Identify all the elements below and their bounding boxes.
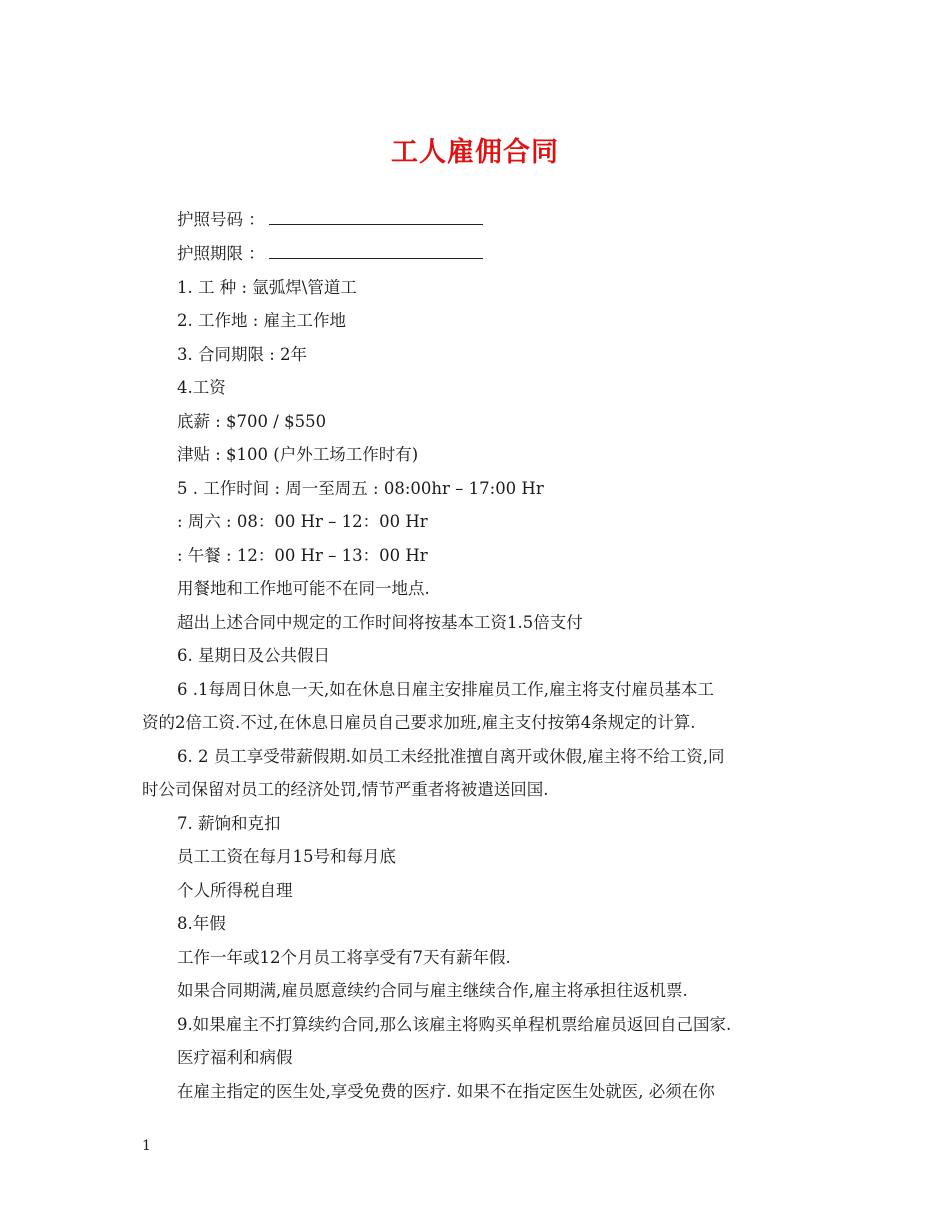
contract-line: 1. 工 种 : 氩弧焊\管道工 <box>177 278 357 297</box>
contract-line: 底薪 : $700 / $550 <box>177 412 327 431</box>
contract-line: 津贴 : $100 (户外工场工作时有) <box>177 445 419 464</box>
passport-expiry-blank <box>269 244 483 259</box>
contract-line: : 周六 : 08：00 Hr – 12：00 Hr <box>177 512 428 531</box>
passport-number-blank <box>269 210 483 225</box>
contract-line: 6 .1每周日休息一天,如在休息日雇主安排雇员工作,雇主将支付雇员基本工 <box>177 680 714 699</box>
contract-line: 时公司保留对员工的经济处罚,情节严重者将被遣送回国. <box>142 780 549 799</box>
contract-line: 员工工资在每月15号和每月底 <box>177 847 396 866</box>
contract-line: 2. 工作地 : 雇主工作地 <box>177 311 347 330</box>
page-number: 1 <box>142 1138 151 1154</box>
passport-expiry-line <box>177 244 483 264</box>
contract-line: 资的2倍工资.不过,在休息日雇员自己要求加班,雇主支付按第4条规定的计算. <box>142 713 696 732</box>
contract-line: 超出上述合同中规定的工作时间将按基本工资1.5倍支付 <box>177 613 583 632</box>
contract-line: 6. 2 员工享受带薪假期.如员工未经批准擅自离开或休假,雇主将不给工资,同 <box>177 747 725 766</box>
contract-line: 医疗福利和病假 <box>177 1048 293 1067</box>
passport-number-line <box>177 210 483 230</box>
contract-line: 5 . 工作时间 : 周一至周五 : 08:00hr – 17:00 Hr <box>177 479 544 498</box>
contract-line: 6. 星期日及公共假日 <box>177 646 330 665</box>
contract-line: 4.工资 <box>177 378 226 397</box>
contract-line: 如果合同期满,雇员愿意续约合同与雇主继续合作,雇主将承担往返机票. <box>177 981 688 1000</box>
contract-line: 工作一年或12个月员工将享受有7天有薪年假. <box>177 948 511 967</box>
contract-line: 在雇主指定的医生处,享受免费的医疗. 如果不在指定医生处就医, 必须在你 <box>177 1082 715 1101</box>
passport-number-label: 护照号码 ： <box>177 210 265 229</box>
passport-expiry-label: 护照期限 ： <box>177 244 265 263</box>
contract-line: 3. 合同期限 : 2年 <box>177 345 308 364</box>
contract-line: 7. 薪饷和克扣 <box>177 814 281 833</box>
contract-line: : 午餐 : 12：00 Hr – 13：00 Hr <box>177 546 428 565</box>
contract-line: 用餐地和工作地可能不在同一地点. <box>177 579 430 598</box>
contract-line: 8.年假 <box>177 914 226 933</box>
contract-line: 个人所得税自理 <box>177 881 293 900</box>
document-title: 工人雇佣合同 <box>391 137 559 168</box>
contract-line: 9.如果雇主不打算续约合同,那么该雇主将购买单程机票给雇员返回自己国家. <box>177 1015 732 1034</box>
